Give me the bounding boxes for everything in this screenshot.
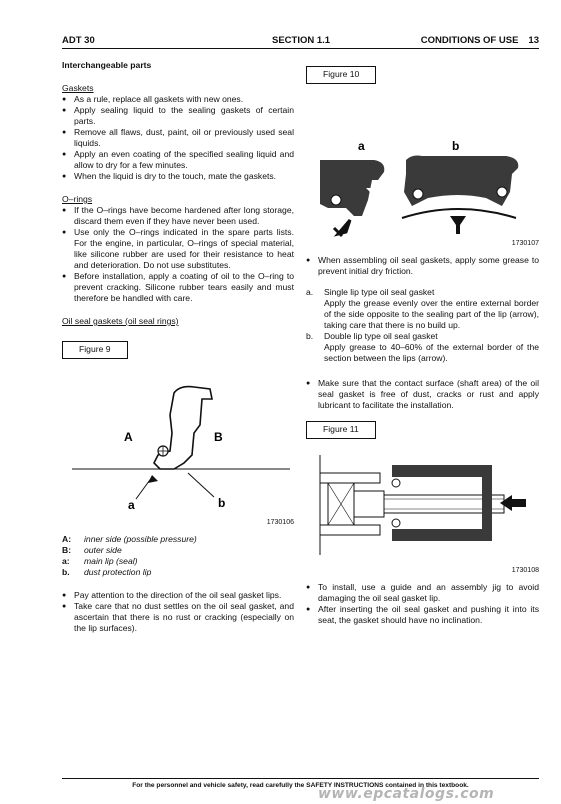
seal-type-key: b. [306,331,314,341]
figure-11-code: 1730108 [511,567,539,574]
list-item: ● Apply sealing liquid to the sealing gaskets of certain parts. [62,105,294,127]
list-item: ● Use only the O–rings indicated in the spare parts lists. For the engine, in particular, O–rings of special material, like silicone rubber are used for their resistance to heat and deterioration. Do not use substitutes. [62,227,294,271]
legend-key: A: [62,534,72,544]
seal-type-body: Apply grease to 40–60% of the external border of the section between the lips (arrow). [324,342,539,363]
legend-value: main lip (seal) [84,556,138,566]
legend-row [62,567,294,578]
grease-bullet [306,255,539,277]
page-number: 13 [528,35,539,46]
figure-9-label-a: a [128,498,135,512]
section-heading: Interchangeable parts [62,60,152,70]
watermark: www.epcatalogs.com [318,786,495,802]
seal-type-title: Double lip type oil seal gasket [324,331,438,341]
legend-row [62,545,294,556]
figure-9-label: Figure 9 [62,341,128,359]
gaskets-list [62,94,294,182]
list-item: ● Apply an even coating of the specified sealing liquid and allow to dry for a few minutes. [62,149,294,171]
legend-row [62,534,294,545]
seal-type-title: Single lip type oil seal gasket [324,287,435,297]
seal-type-text [324,331,539,364]
figure-9-label-B: B [214,430,223,444]
lip-bullets [62,590,294,634]
seal-type-a [306,287,539,331]
figure-10-label: Figure 10 [306,66,376,84]
contact-bullet [306,378,539,411]
list-item: ● If the O–rings have become hardened after long storage, discard them even if they have never been used. [62,205,294,227]
header-model: ADT 30 [62,35,95,46]
orings-title: O–rings [62,194,93,204]
list-item: ● To install, use a guide and an assembly jig to avoid damaging the oil seal gasket lip. [306,582,539,604]
right-column [306,60,539,626]
header-title-text: CONDITIONS OF USE [420,35,519,46]
orings-list [62,205,294,304]
figure-9 [62,341,294,528]
figure-9-code: 1730106 [266,519,294,526]
oilseal-title: Oil seal gaskets (oil seal rings) [62,316,179,326]
figure-11-drawing [306,445,539,565]
list-item: ● When assembling oil seal gaskets, apply some grease to prevent initial dry friction. [306,255,539,277]
figure-10 [306,66,539,249]
list-item: ● Pay attention to the direction of the oil seal gasket lips. [62,590,294,601]
list-item: ● When the liquid is dry to the touch, mate the gaskets. [62,171,294,182]
legend-key: B: [62,545,72,555]
page-header [62,33,539,49]
seal-type-text [324,287,539,331]
figure-9-label-A: A [124,430,133,444]
figure-11-label: Figure 11 [306,421,376,439]
header-section: SECTION 1.1 [272,35,331,46]
figure-9-label-b: b [218,496,226,510]
list-item: ● Remove all flaws, dust, paint, oil or previously used seal liquids. [62,127,294,149]
list-item: ● Before installation, apply a coating of oil to the O–ring to prevent cracking. Silicone rubber tears easily and must therefore be handled with care. [62,271,294,304]
header-title [421,35,539,46]
legend-value: dust protection lip [84,567,152,577]
figure-10-label-b: b [452,139,460,153]
seal-type-key: a. [306,287,314,297]
figure-11 [306,421,539,576]
legend-value: inner side (possible pressure) [84,534,197,544]
legend-key: a: [62,556,70,566]
seal-types [306,287,539,364]
list-item: ● As a rule, replace all gaskets with new ones. [62,94,294,105]
list-item: ● Make sure that the contact surface (shaft area) of the oil seal gasket is free of dust, cracks or rust and apply lubricant to facilitate the installation. [306,378,539,411]
seal-type-body: Apply the grease evenly over the entire external border of the side opposite to the sealing part of the lip (arrow), taking care that there is no build up. [324,298,539,330]
legend-row [62,556,294,567]
page-footer: For the personnel and vehicle safety, read carefully the SAFETY INSTRUCTIONS contained in this textbook. [62,778,539,789]
figure-10-code: 1730107 [511,240,539,247]
left-column [62,60,294,634]
figure-10-drawing [306,88,539,238]
list-item: ● After inserting the oil seal gasket and pushing it into its seat, the gasket should have no inclination. [306,604,539,626]
seal-type-b [306,331,539,364]
legend-key: b. [62,567,70,577]
install-bullets [306,582,539,626]
figure-9-legend [62,534,294,578]
figure-10-label-a: a [358,139,365,153]
figure-9-drawing [62,363,294,523]
gaskets-title: Gaskets [62,83,94,93]
legend-value: outer side [84,545,122,555]
list-item: ● Take care that no dust settles on the oil seal gasket, and ascertain that there is no rust or cracking (especially on the lip surfaces). [62,601,294,634]
